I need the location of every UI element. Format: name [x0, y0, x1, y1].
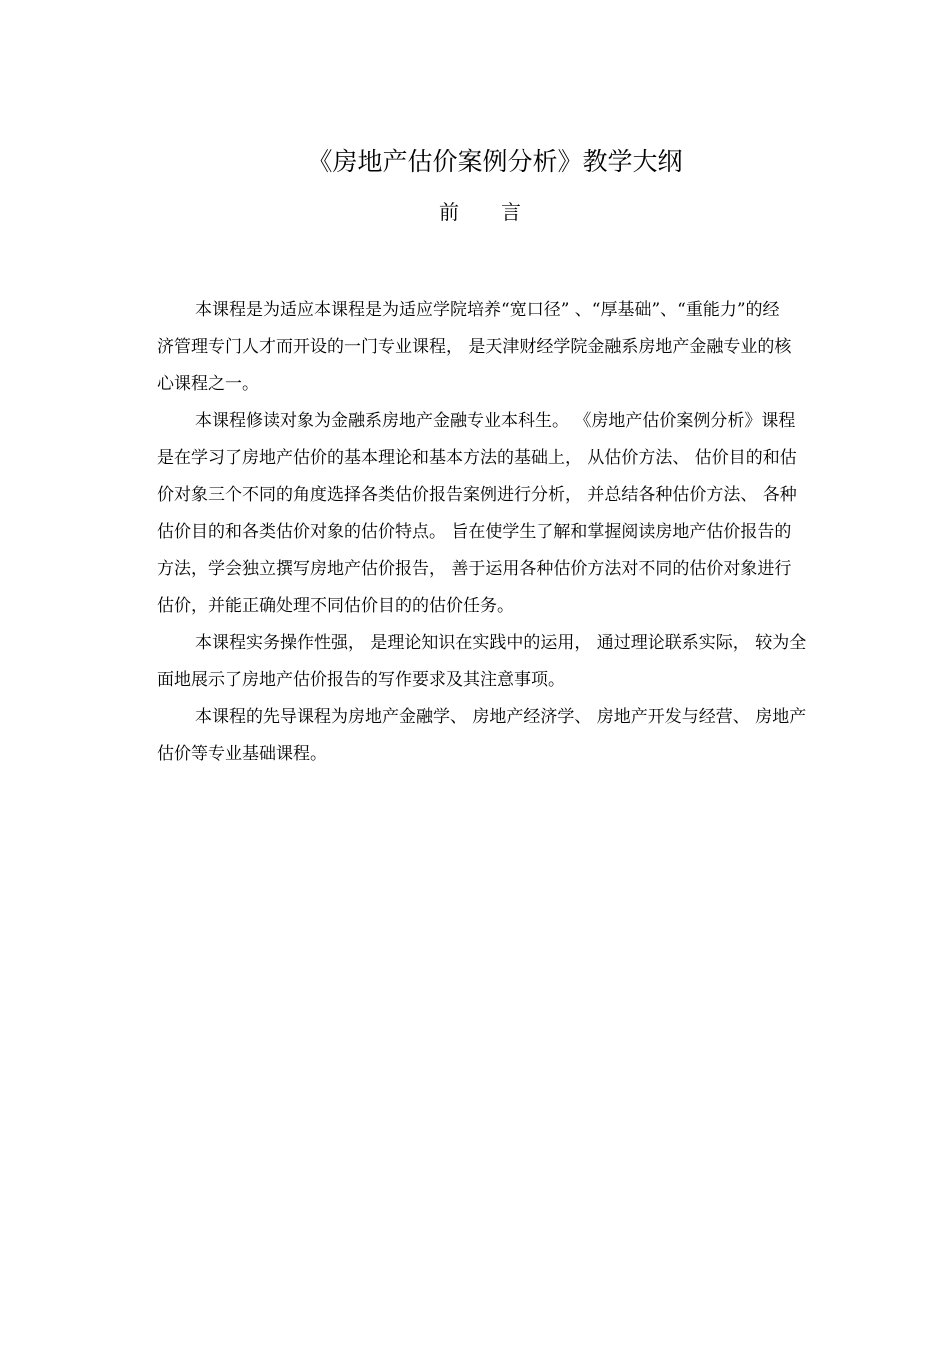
paragraph-line: 估价，并能正确处理不同估价目的的估价任务。 [157, 596, 514, 616]
paragraph-line: 济管理专门人才而开设的一门专业课程， 是天津财经学院金融系房地产金融专业的核 [157, 337, 792, 357]
section-heading: 前言 [439, 200, 563, 224]
paragraph-line: 估价等专业基础课程。 [157, 744, 327, 764]
document-title: 《房地产估价案例分析》教学大纲 [307, 147, 683, 176]
paragraph-4 [157, 699, 859, 773]
paragraph-line: 本课程是为适应本课程是为适应学院培养“宽口径” 、“厚基础”、“重能力”的经 [195, 300, 780, 320]
paragraph-line: 面地展示了房地产估价报告的写作要求及其注意事项。 [157, 670, 565, 690]
paragraph-1 [157, 292, 859, 403]
paragraph-line: 方法，学会独立撰写房地产估价报告， 善于运用各种估价方法对不同的估价对象进行 [157, 559, 792, 579]
paragraph-line: 本课程的先导课程为房地产金融学、 房地产经济学、 房地产开发与经营、 房地产 [195, 707, 807, 727]
paragraph-line: 本课程实务操作性强， 是理论知识在实践中的运用， 通过理论联系实际， 较为全 [195, 633, 807, 653]
document-body [157, 292, 859, 773]
paragraph-2 [157, 403, 859, 625]
paragraph-3 [157, 625, 859, 699]
paragraph-line: 是在学习了房地产估价的基本理论和基本方法的基础上， 从估价方法、 估价目的和估 [157, 448, 797, 468]
paragraph-line: 本课程修读对象为金融系房地产金融专业本科生。 《房地产估价案例分析》课程 [195, 411, 796, 431]
paragraph-line: 价对象三个不同的角度选择各类估价报告案例进行分析， 并总结各种估价方法、 各种 [157, 485, 797, 505]
paragraph-line: 估价目的和各类估价对象的估价特点。 旨在使学生了解和掌握阅读房地产估价报告的 [157, 522, 792, 542]
paragraph-line: 心课程之一。 [157, 374, 259, 394]
